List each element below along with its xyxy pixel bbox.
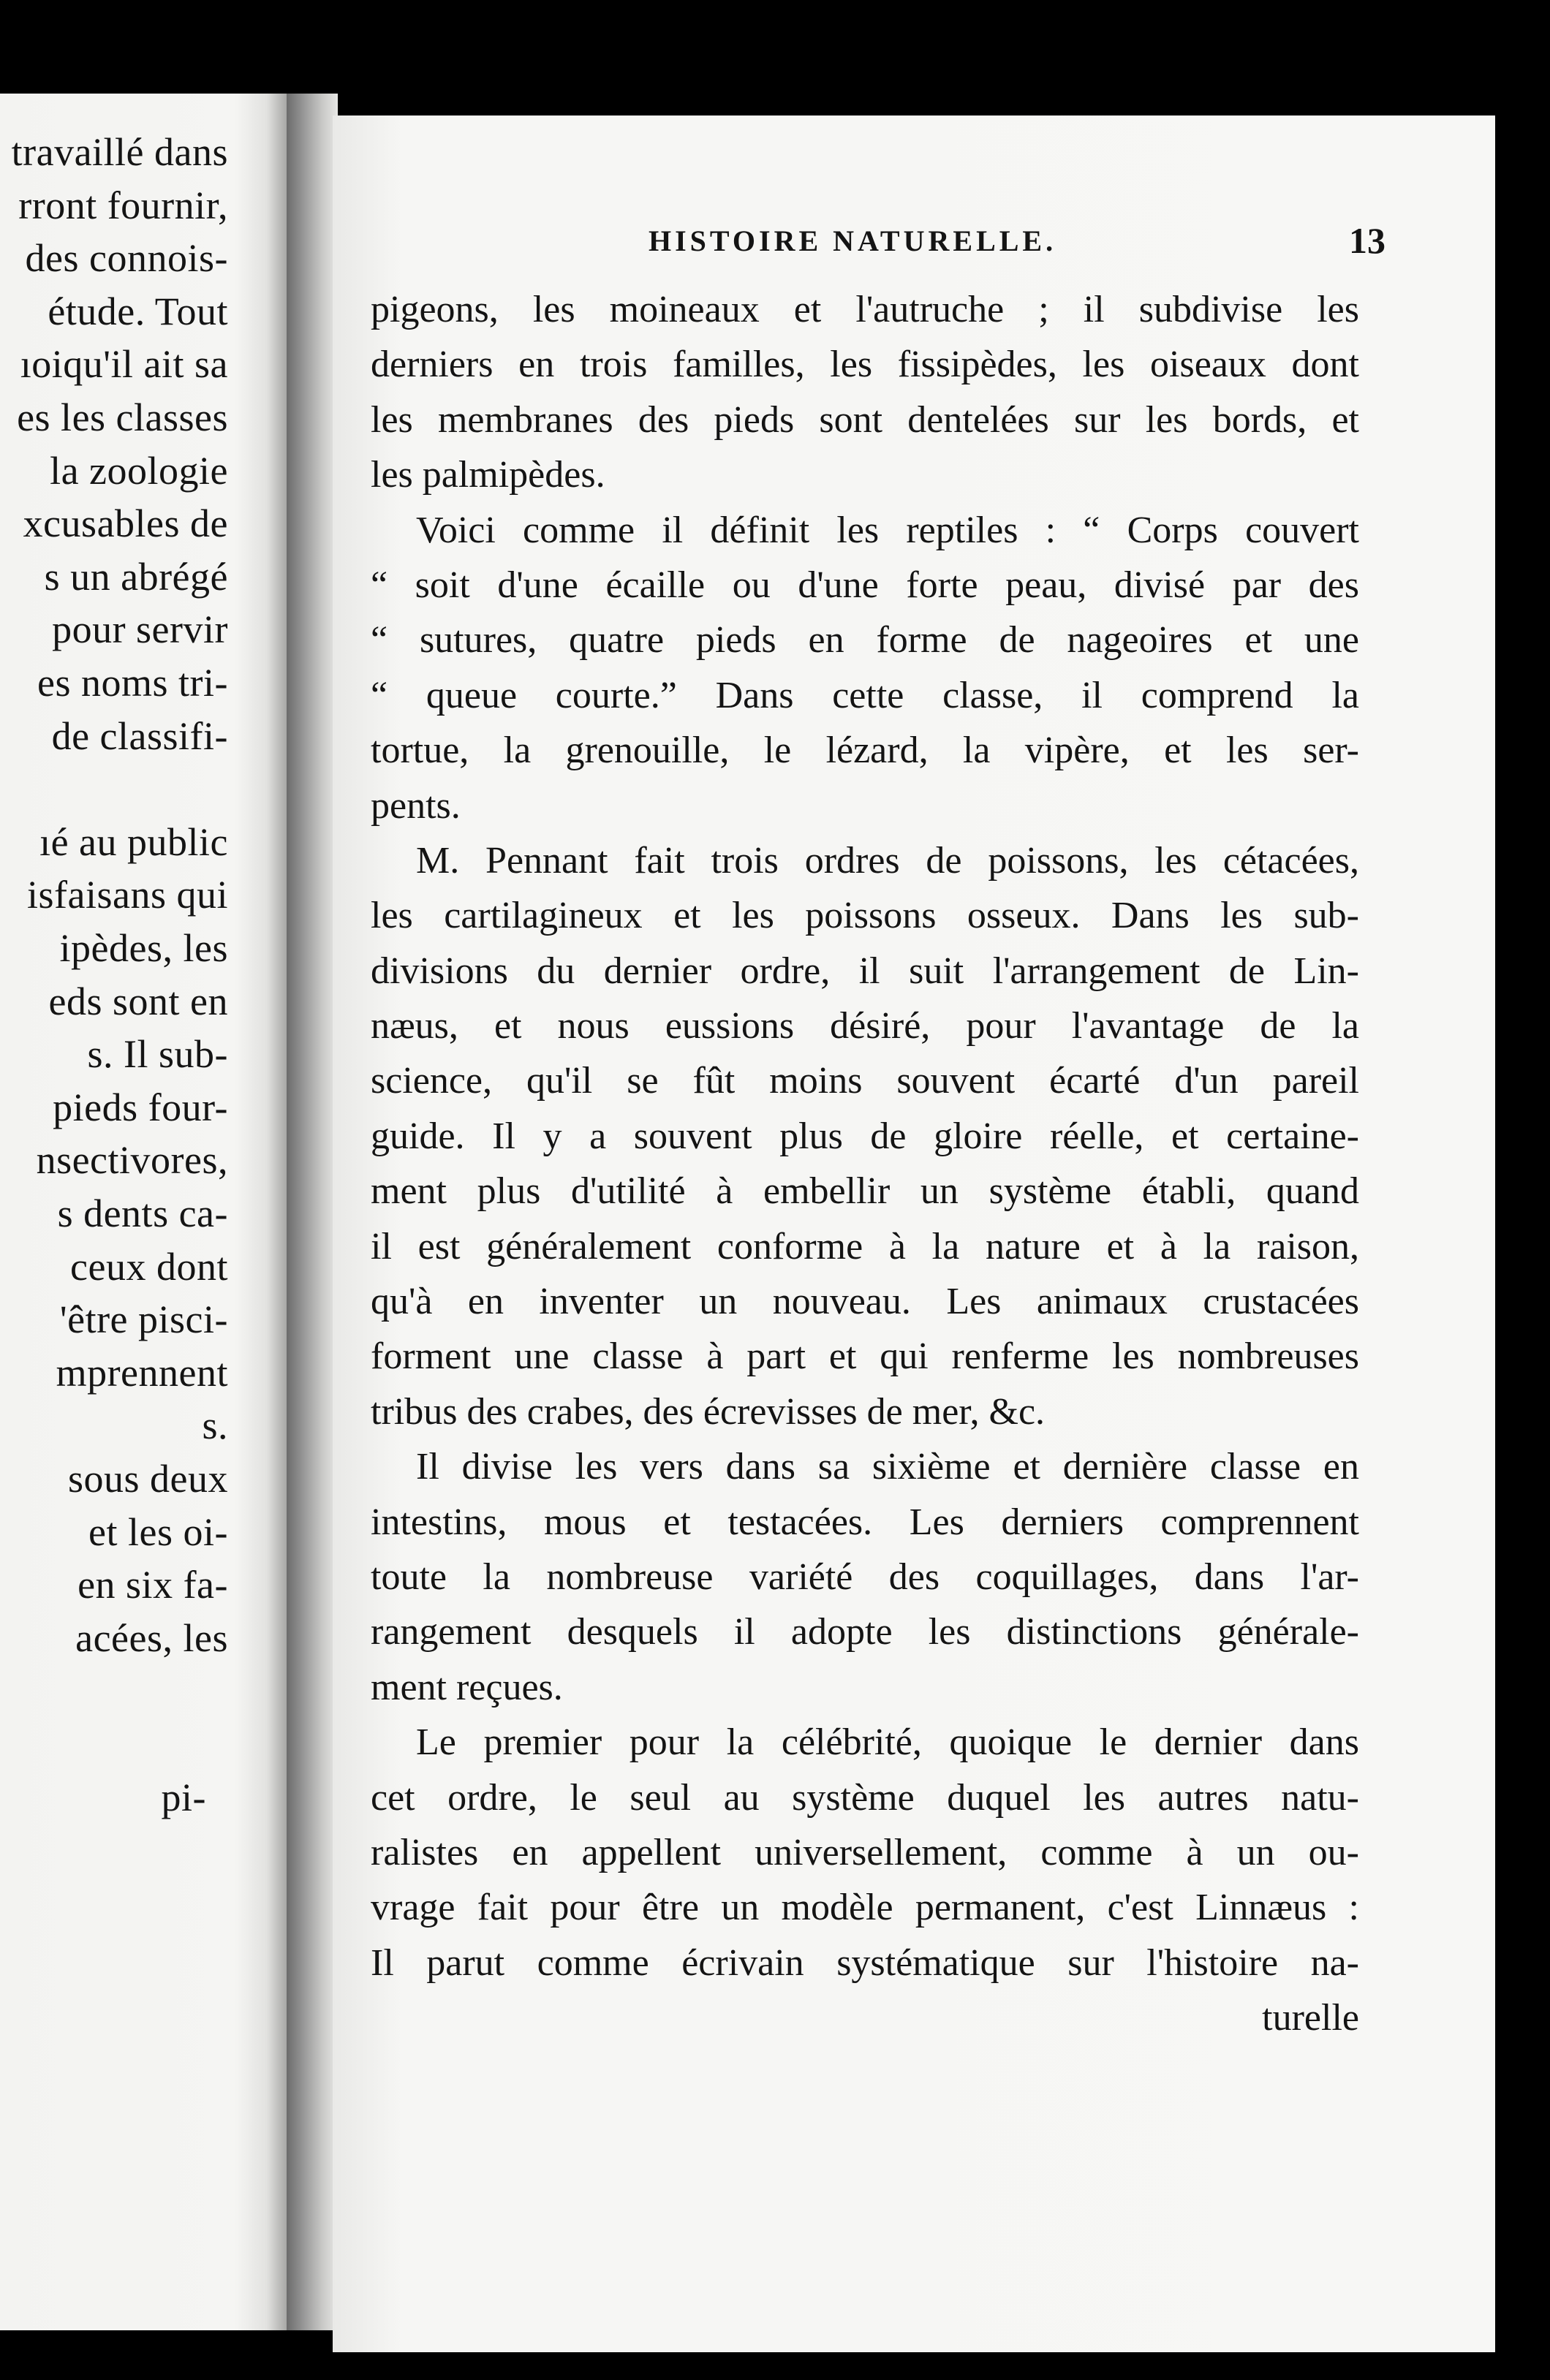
body-line: “ soit d'une écaille ou d'une forte peau, divisé par des xyxy=(371,564,1359,606)
left-page-line: ceux dont xyxy=(70,1244,228,1289)
left-page-line: mprennent xyxy=(56,1350,228,1395)
left-page-line: pour servir xyxy=(52,607,228,652)
left-page-line: s. Il sub- xyxy=(87,1032,228,1077)
body-line: ment plus d'utilité à embellir un système établi, quand xyxy=(371,1170,1359,1213)
body-line: Voici comme il définit les reptiles : “ Corps couvert xyxy=(416,509,1359,551)
body-line: divisions du dernier ordre, il suit l'arrangement de Lin- xyxy=(371,950,1359,992)
book-gutter xyxy=(287,94,338,2330)
left-page-line: acées, les xyxy=(75,1615,228,1660)
left-page-line: ıé au public xyxy=(39,819,228,864)
body-line: tortue, la grenouille, le lézard, la vipère, et les ser- xyxy=(371,729,1359,772)
body-line: intestins, mous et testacées. Les derniers comprennent xyxy=(371,1501,1359,1543)
running-title: HISTOIRE NATURELLE. xyxy=(649,224,1057,257)
body-line: næus, et nous eussions désiré, pour l'avantage de la xyxy=(371,1005,1359,1047)
left-page-line: la zoologie xyxy=(50,448,228,493)
left-page-line: et les oi- xyxy=(88,1509,228,1554)
left-page-line: sous deux xyxy=(68,1457,228,1501)
left-page-line: étude. Tout xyxy=(48,289,228,333)
left-page-line: pieds four- xyxy=(53,1085,228,1129)
left-page-line: de classifi- xyxy=(51,713,228,758)
left-page-line: s. xyxy=(202,1403,228,1448)
body-line: pents. xyxy=(371,784,461,827)
body-line: ralistes en appellent universellement, comme à un ou- xyxy=(371,1831,1359,1873)
body-line: Il divise les vers dans sa sixième et dernière classe en xyxy=(416,1446,1359,1488)
body-line: Il parut comme écrivain systématique sur l'histoire na- xyxy=(371,1941,1359,1984)
body-line: toute la nombreuse variété des coquillages, dans l'ar- xyxy=(371,1555,1359,1598)
body-line: guide. Il y a souvent plus de gloire réelle, et certaine- xyxy=(371,1115,1359,1157)
left-page-line: isfaisans qui xyxy=(27,873,228,917)
body-line: les cartilagineux et les poissons osseux. Dans les sub- xyxy=(371,895,1359,937)
left-page-line: travaillé dans xyxy=(11,130,228,174)
left-page-line: rront fournir, xyxy=(18,183,228,227)
left-page-line: ipèdes, les xyxy=(59,926,228,970)
body-line: cet ordre, le seul au système duquel les autres natu- xyxy=(371,1776,1359,1819)
page-number: 13 xyxy=(1349,220,1385,261)
body-line: M. Pennant fait trois ordres de poissons, les cétacées, xyxy=(416,839,1359,882)
body-line: “ sutures, quatre pieds en forme de nageoires et une xyxy=(371,619,1359,662)
body-line: science, qu'il se fût moins souvent écarté d'un pareil xyxy=(371,1060,1359,1102)
body-line: pigeons, les moineaux et l'autruche ; il subdivise les xyxy=(371,289,1359,330)
left-page-line: es les classes xyxy=(17,395,228,439)
right-page xyxy=(333,115,1495,2352)
body-line: tribus des crabes, des écrevisses de mer, &c. xyxy=(371,1390,1046,1433)
left-page xyxy=(0,94,287,2330)
body-line: qu'à en inventer un nouveau. Les animaux crustacées xyxy=(371,1281,1359,1323)
body-line: turelle xyxy=(1262,1997,1359,2039)
body-line: vrage fait pour être un modèle permanent, c'est Linnæus : xyxy=(371,1887,1359,1929)
body-line: derniers en trois familles, les fissipèdes, les oiseaux dont xyxy=(371,344,1359,386)
body-line: rangement desquels il adopte les distinctions générale- xyxy=(371,1611,1359,1653)
running-head xyxy=(333,220,1495,268)
left-page-line: nsectivores, xyxy=(36,1138,228,1183)
body-line: Le premier pour la célébrité, quoique le dernier dans xyxy=(416,1721,1359,1764)
body-line: les membranes des pieds sont dentelées sur les bords, et xyxy=(371,398,1359,441)
body-line: forment une classe à part et qui renferme les nombreuses xyxy=(371,1335,1359,1378)
left-page-line: xcusables de xyxy=(23,501,228,546)
left-page-line: es noms tri- xyxy=(37,661,228,705)
body-text xyxy=(371,282,1359,2046)
left-page-line: s un abrégé xyxy=(44,554,228,599)
body-line: ment reçues. xyxy=(371,1666,563,1708)
left-page-line: s dents ca- xyxy=(57,1191,228,1235)
left-page-line: ıoiqu'il ait sa xyxy=(20,342,228,387)
left-page-line: en six fa- xyxy=(78,1563,228,1607)
left-page-line: eds sont en xyxy=(48,979,228,1023)
left-page-line: 'être pisci- xyxy=(59,1297,228,1342)
left-page-line: des connois- xyxy=(25,236,228,281)
left-page-line: pi- xyxy=(161,1775,206,1819)
body-line: les palmipèdes. xyxy=(371,454,605,496)
body-line: “ queue courte.” Dans cette classe, il comprend la xyxy=(371,674,1359,716)
body-line: il est généralement conforme à la nature et à la raison, xyxy=(371,1225,1359,1267)
